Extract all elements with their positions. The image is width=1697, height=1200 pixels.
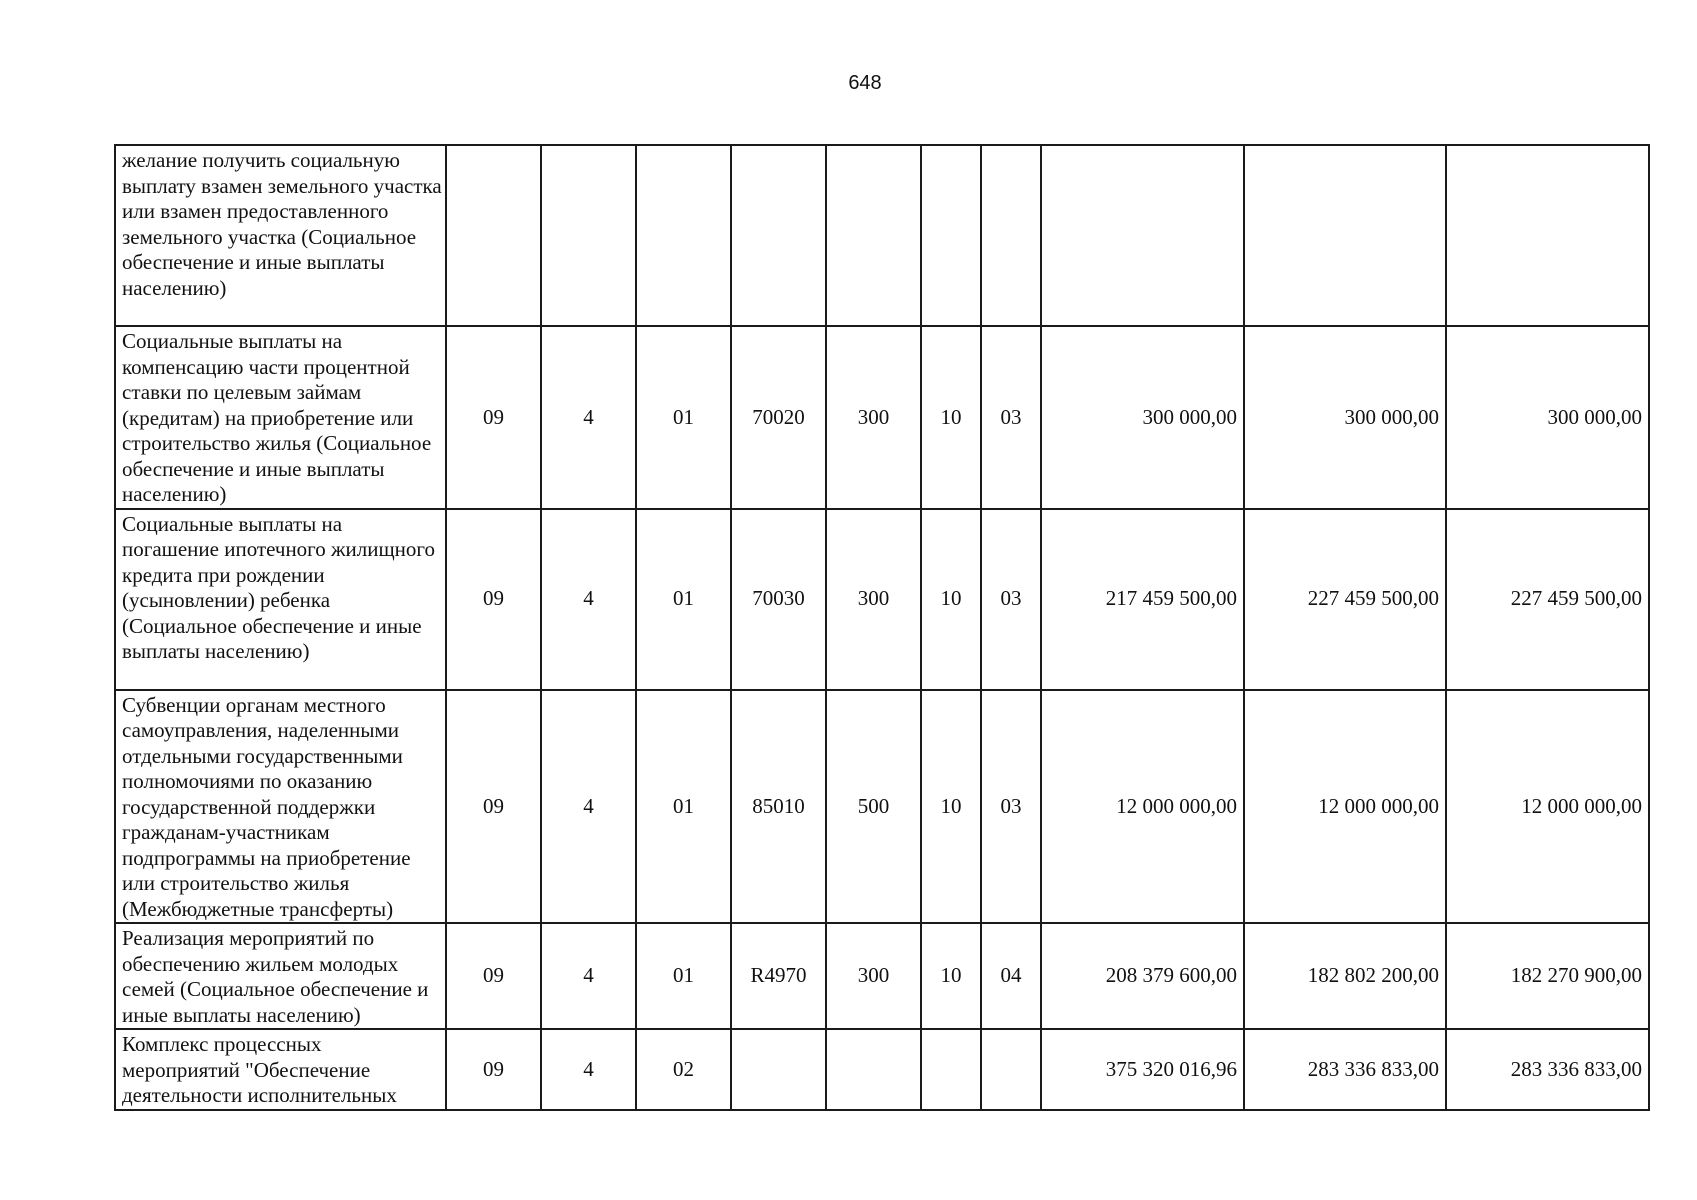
amount-cell: 182 802 200,00 xyxy=(1244,923,1446,1029)
code-cell xyxy=(826,1029,921,1110)
amount-cell xyxy=(1244,145,1446,326)
row-description: Реализация мероприятий по обеспечению жильем молодых семей (Социальное обеспечение и иные выплаты населению) xyxy=(115,923,446,1029)
table-row xyxy=(115,690,1649,924)
amount-cell: 12 000 000,00 xyxy=(1244,690,1446,924)
code-cell: 03 xyxy=(981,509,1041,690)
code-cell: 85010 xyxy=(731,690,826,924)
code-cell: 10 xyxy=(921,690,981,924)
amount-cell: 208 379 600,00 xyxy=(1041,923,1244,1029)
amount-cell: 182 270 900,00 xyxy=(1446,923,1649,1029)
code-cell: 300 xyxy=(826,923,921,1029)
table-row xyxy=(115,509,1649,690)
amount-cell: 375 320 016,96 xyxy=(1041,1029,1244,1110)
code-cell: 500 xyxy=(826,690,921,924)
row-description: желание получить социальную выплату взамен земельного участка или взамен предоставленного земельного участка (Социальное обеспечение и иные выплаты населению) xyxy=(115,145,446,326)
code-cell: 09 xyxy=(446,326,541,509)
code-cell: 03 xyxy=(981,326,1041,509)
amount-cell: 227 459 500,00 xyxy=(1446,509,1649,690)
amount-cell: 12 000 000,00 xyxy=(1446,690,1649,924)
code-cell: 10 xyxy=(921,509,981,690)
code-cell xyxy=(731,145,826,326)
code-cell xyxy=(981,1029,1041,1110)
table-row xyxy=(115,1029,1649,1110)
code-cell xyxy=(981,145,1041,326)
code-cell: 10 xyxy=(921,923,981,1029)
code-cell: 09 xyxy=(446,923,541,1029)
code-cell xyxy=(826,145,921,326)
code-cell xyxy=(446,145,541,326)
code-cell: 4 xyxy=(541,923,636,1029)
code-cell: 01 xyxy=(636,923,731,1029)
code-cell: 300 xyxy=(826,509,921,690)
code-cell: 09 xyxy=(446,690,541,924)
code-cell xyxy=(921,145,981,326)
code-cell: 09 xyxy=(446,1029,541,1110)
code-cell xyxy=(541,145,636,326)
code-cell: 02 xyxy=(636,1029,731,1110)
code-cell xyxy=(921,1029,981,1110)
amount-cell: 300 000,00 xyxy=(1446,326,1649,509)
amount-cell xyxy=(1446,145,1649,326)
code-cell: 4 xyxy=(541,509,636,690)
amount-cell: 12 000 000,00 xyxy=(1041,690,1244,924)
amount-cell: 300 000,00 xyxy=(1244,326,1446,509)
budget-table xyxy=(114,144,1650,1111)
code-cell: 01 xyxy=(636,326,731,509)
code-cell: 300 xyxy=(826,326,921,509)
code-cell: R4970 xyxy=(731,923,826,1029)
page-number: 648 xyxy=(848,72,882,94)
table-row xyxy=(115,923,1649,1029)
amount-cell: 217 459 500,00 xyxy=(1041,509,1244,690)
row-description: Социальные выплаты на погашение ипотечного жилищного кредита при рождении (усыновлении) ребенка (Социальное обеспечение и иные выплаты населению) xyxy=(115,509,446,690)
amount-cell: 283 336 833,00 xyxy=(1244,1029,1446,1110)
code-cell: 01 xyxy=(636,509,731,690)
row-description: Комплекс процессных мероприятий "Обеспечение деятельности исполнительных xyxy=(115,1029,446,1110)
amount-cell: 300 000,00 xyxy=(1041,326,1244,509)
code-cell: 09 xyxy=(446,509,541,690)
row-description: Субвенции органам местного самоуправления, наделенными отдельными государственными полномочиями по оказанию государственной поддержки гражданам-участникам подпрограммы на приобретение или строительство жилья (Межбюджетные трансферты) xyxy=(115,690,446,924)
amount-cell: 227 459 500,00 xyxy=(1244,509,1446,690)
code-cell: 10 xyxy=(921,326,981,509)
code-cell xyxy=(731,1029,826,1110)
amount-cell: 283 336 833,00 xyxy=(1446,1029,1649,1110)
code-cell: 03 xyxy=(981,690,1041,924)
code-cell: 70030 xyxy=(731,509,826,690)
code-cell: 4 xyxy=(541,1029,636,1110)
table-row xyxy=(115,326,1649,509)
amount-cell xyxy=(1041,145,1244,326)
code-cell: 4 xyxy=(541,690,636,924)
code-cell xyxy=(636,145,731,326)
code-cell: 4 xyxy=(541,326,636,509)
table-row xyxy=(115,145,1649,326)
code-cell: 70020 xyxy=(731,326,826,509)
code-cell: 01 xyxy=(636,690,731,924)
row-description: Социальные выплаты на компенсацию части процентной ставки по целевым займам (кредитам) на приобретение или строительство жилья (Социальное обеспечение и иные выплаты населению) xyxy=(115,326,446,509)
code-cell: 04 xyxy=(981,923,1041,1029)
